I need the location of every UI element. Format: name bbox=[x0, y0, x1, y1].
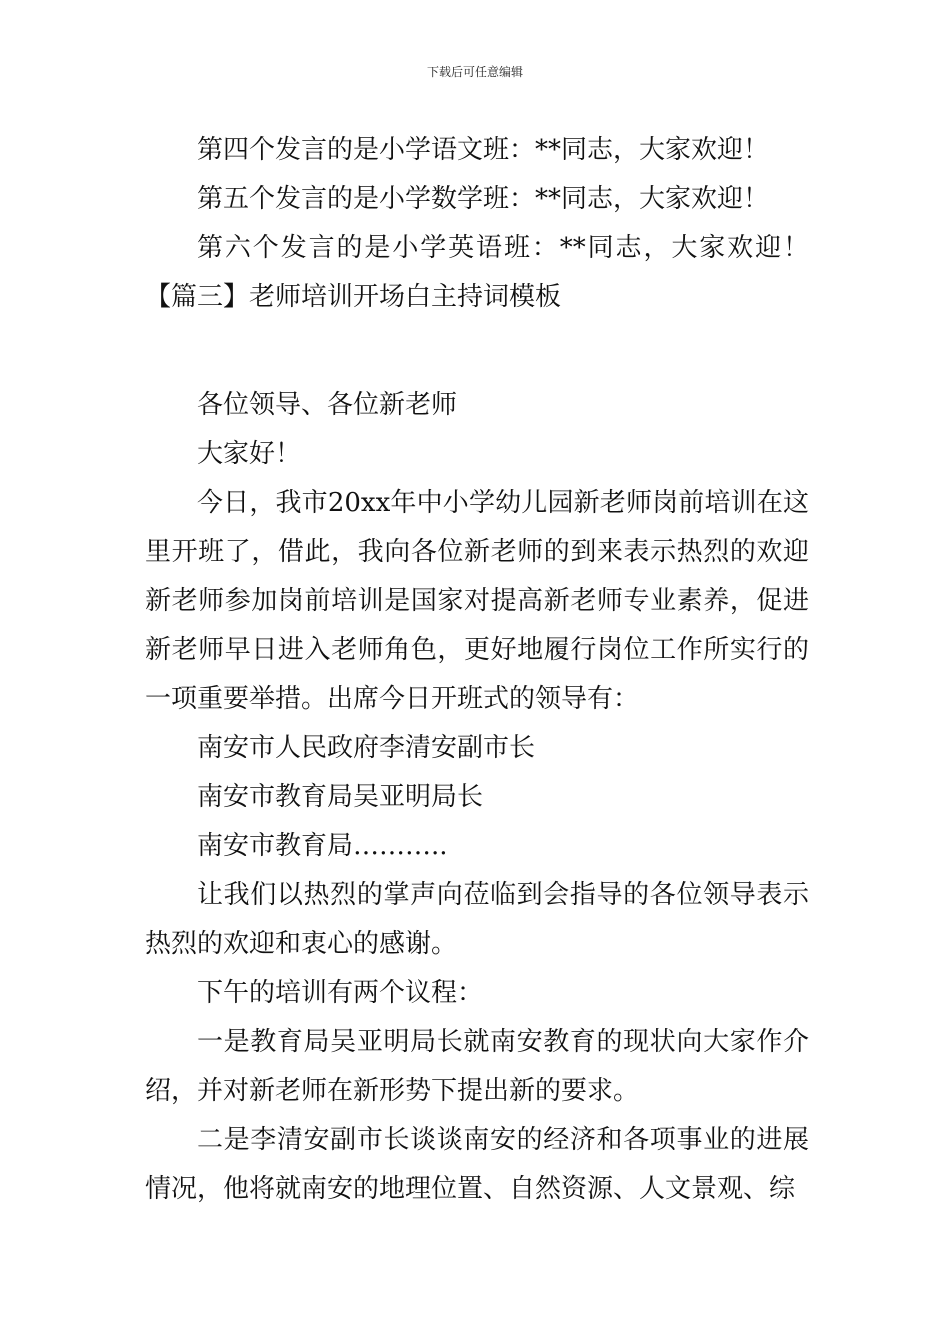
paragraph-thanks: 让我们以热烈的掌声向莅临到会指导的各位领导表示热烈的欢迎和衷心的感谢。 bbox=[145, 880, 809, 959]
paragraph-opening: 今日，我市20xx年中小学幼儿园新老师岗前培训在这里开班了，借此，我向各位新老师的到来表示热烈的欢迎新老师参加岗前培训是国家对提高新老师专业素养，促进新老师早日进入老师角色，更好地履行岗位工作所实行的一项重要举措。出席今日开班式的领导有： bbox=[145, 488, 809, 714]
paragraph-agenda-2: 二是李清安副市长谈谈南安的经济和各项事业的进展情况，他将就南安的地理位置、自然资源、人文景观、综 bbox=[145, 1125, 809, 1204]
paragraph-agenda-1: 一是教育局吴亚明局长就南安教育的现状向大家作介绍，并对新老师在新形势下提出新的要求。 bbox=[145, 1027, 809, 1106]
document-body bbox=[145, 126, 809, 1214]
paragraph-speaker-4: 第四个发言的是小学语文班：**同志，大家欢迎！ bbox=[197, 135, 770, 165]
paragraph-leader-2: 南安市教育局吴亚明局长 bbox=[197, 782, 484, 812]
paragraph-leader-3: 南安市教育局……….. bbox=[197, 831, 448, 861]
paragraph-speaker-6-and-section-title: 第六个发言的是小学英语班：**同志，大家欢迎！【篇三】老师培训开场白主持词模板 bbox=[145, 233, 809, 312]
paragraph-greeting: 大家好！ bbox=[197, 439, 302, 469]
paragraph-agenda-intro: 下午的培训有两个议程： bbox=[197, 978, 484, 1008]
paragraph-spacer bbox=[145, 322, 809, 381]
paragraph-leader-1: 南安市人民政府李清安副市长 bbox=[197, 733, 536, 763]
paragraph-speaker-5: 第五个发言的是小学数学班：**同志，大家欢迎！ bbox=[197, 184, 770, 214]
page-header: 下载后可任意编辑 bbox=[426, 65, 523, 79]
paragraph-salutation: 各位领导、各位新老师 bbox=[197, 390, 458, 420]
